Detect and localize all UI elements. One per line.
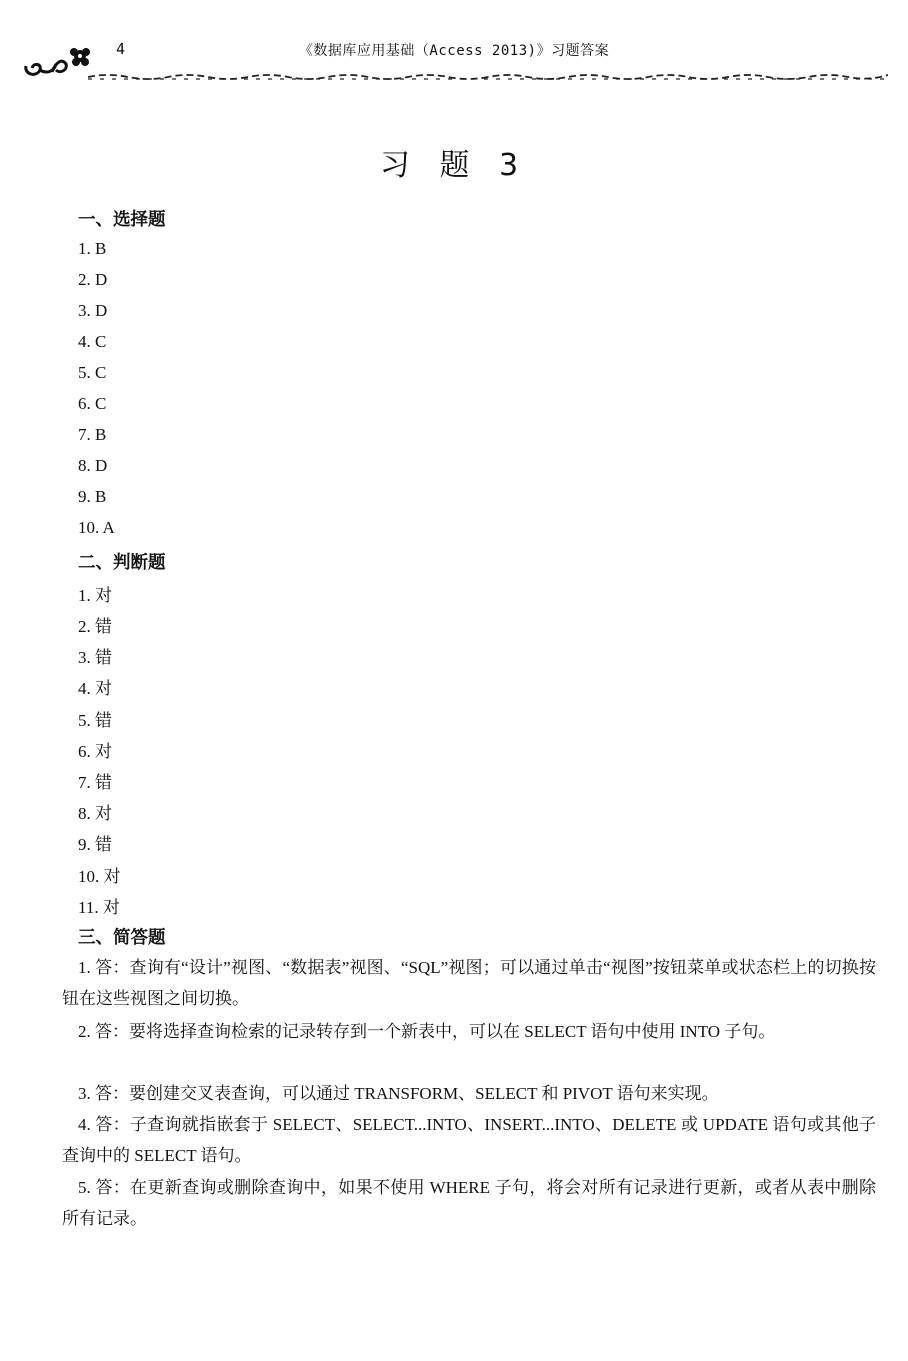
- short-answer-5: 5. 答：在更新查询或删除查询中，如果不使用 WHERE 子句，将会对所有记录进行更新，或者从表中删除所有记录。: [62, 1178, 876, 1228]
- short-answer-2: 2. 答：要将选择查询检索的记录转存到一个新表中，可以在 SELECT 语句中使用 INTO 子句。: [78, 1022, 776, 1041]
- choice-answer-3: 3. D: [78, 301, 108, 320]
- judge-answer-8: 8. 对: [78, 804, 112, 823]
- choice-answer-1: 1. B: [78, 239, 107, 258]
- judge-answer-11: 11. 对: [78, 898, 120, 917]
- page-title: 习 题 3: [379, 148, 529, 183]
- page-number: 4: [116, 40, 126, 58]
- section-heading-choice: 一、选择题: [78, 210, 166, 230]
- choice-answer-7: 7. B: [78, 425, 107, 444]
- page-header: [0, 0, 908, 100]
- choice-answer-2: 2. D: [78, 270, 108, 289]
- choice-answer-9: 9. B: [78, 487, 107, 506]
- choice-answer-6: 6. C: [78, 394, 107, 413]
- choice-answer-10: 10. A: [78, 518, 115, 537]
- running-title: 《数据库应用基础（Access 2013)》习题答案: [298, 43, 610, 59]
- wavy-rule: [88, 63, 888, 83]
- judge-answer-2: 2. 错: [78, 617, 112, 636]
- judge-answer-9: 9. 错: [78, 835, 112, 854]
- judge-answer-3: 3. 错: [78, 648, 112, 667]
- choice-answer-4: 4. C: [78, 332, 107, 351]
- judge-answer-6: 6. 对: [78, 742, 112, 761]
- section-heading-short-answer: 三、简答题: [78, 928, 166, 948]
- judge-answer-7: 7. 错: [78, 773, 112, 792]
- judge-answer-5: 5. 错: [78, 711, 112, 730]
- choice-answer-8: 8. D: [78, 456, 108, 475]
- choice-answer-5: 5. C: [78, 363, 107, 382]
- short-answer-3: 3. 答：要创建交叉表查询，可以通过 TRANSFORM、SELECT 和 PIVOT 语句来实现。: [78, 1084, 719, 1103]
- section-heading-judge: 二、判断题: [78, 553, 166, 573]
- judge-answer-4: 4. 对: [78, 679, 112, 698]
- judge-answer-1: 1. 对: [78, 586, 112, 605]
- short-answer-1: 1. 答：查询有“设计”视图、“数据表”视图、“SQL”视图；可以通过单击“视图”按钮菜单或状态栏上的切换按钮在这些视图之间切换。: [62, 958, 876, 1008]
- short-answer-4: 4. 答：子查询就指嵌套于 SELECT、SELECT...INTO、INSERT...INTO、DELETE 或 UPDATE 语句或其他子查询中的 SELECT 语句。: [62, 1115, 876, 1165]
- judge-answer-10: 10. 对: [78, 867, 121, 886]
